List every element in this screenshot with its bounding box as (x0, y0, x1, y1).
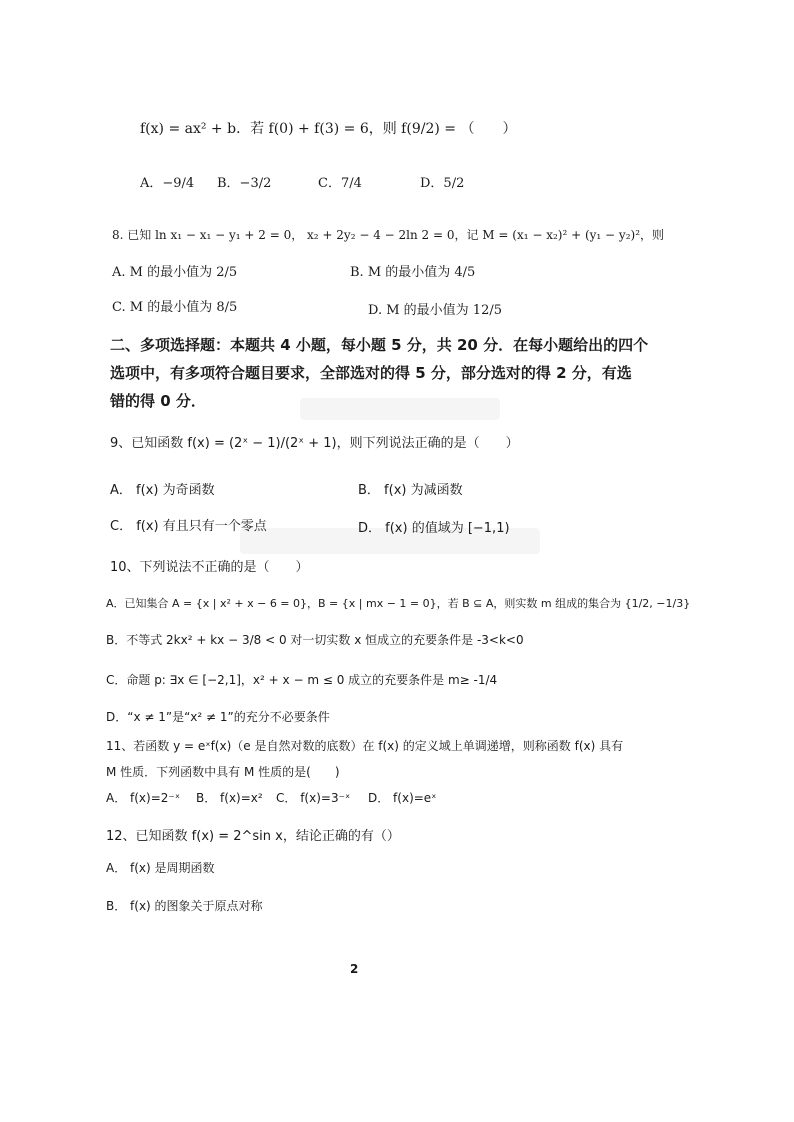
q10-stem: 10、下列说法不正确的是（ ） (110, 560, 309, 575)
q8-option-a: A. M 的最小值为 2/5 (112, 265, 238, 280)
section2-line2: 选项中，有多项符合题目要求，全部选对的得 5 分，部分选对的得 2 分，有选 (110, 364, 632, 382)
q10-option-a: A．已知集合 A = {x | x² + x − 6 = 0}，B = {x | mx − 1 = 0}，若 B ⊆ A，则实数 m 组成的集合为 {1/2, −1/3} (106, 597, 691, 610)
q8-stem: 8. 已知 ln x₁ − x₁ − y₁ + 2 = 0， x₂ + 2y₂ − 4 − 2ln 2 = 0，记 M = (x₁ − x₂)² + (y₁ − y₂)²，则 (112, 228, 665, 242)
q9-option-c: C． f(x) 有且只有一个零点 (110, 519, 267, 534)
q12-stem: 12、已知函数 f(x) = 2^sin x，结论正确的有（） (106, 829, 400, 844)
q11-line2: M 性质．下列函数中具有 M 性质的是( ) (106, 765, 340, 779)
q11-option-d: D． f(x)=eˣ (368, 791, 437, 805)
q11-option-a: A． f(x)=2⁻ˣ (106, 791, 181, 805)
q10-option-b: B．不等式 2kx² + kx − 3/8 < 0 对一切实数 x 恒成立的充要条件是 -3<k<0 (106, 633, 524, 647)
q9-option-b: B． f(x) 为减函数 (358, 483, 463, 498)
q11-option-b: B． f(x)=x² (196, 791, 263, 805)
scan-smudge (300, 398, 500, 420)
q7-stem: f(x) = ax² + b．若 f(0) + f(3) = 6，则 f(9/2) = （ ） (140, 121, 517, 137)
q8-option-c: C. M 的最小值为 8/5 (112, 300, 238, 315)
q8-option-d: D. M 的最小值为 12/5 (368, 303, 502, 318)
q8-option-b: B. M 的最小值为 4/5 (350, 265, 476, 280)
q12-option-b: B． f(x) 的图象关于原点对称 (106, 899, 263, 913)
q7-option-a: A．−9/4 (140, 176, 195, 191)
q12-option-a: A． f(x) 是周期函数 (106, 861, 215, 875)
q9-stem: 9、已知函数 f(x) = (2ˣ − 1)/(2ˣ + 1)，则下列说法正确的是（ ） (110, 436, 519, 451)
q9-option-a: A． f(x) 为奇函数 (110, 483, 215, 498)
q7-option-d: D．5/2 (420, 176, 465, 191)
q10-option-c: C．命题 p: ∃x ∈ [−2,1]，x² + x − m ≤ 0 成立的充要条件是 m≥ -1/4 (106, 673, 498, 687)
q7-option-c: C．7/4 (318, 176, 362, 191)
q9-option-d: D． f(x) 的值域为 [−1,1) (358, 521, 510, 536)
q11-option-c: C． f(x)=3⁻ˣ (276, 791, 351, 805)
q7-option-b: B．−3/2 (217, 176, 272, 191)
section2-line1: 二、多项选择题：本题共 4 小题，每小题 5 分，共 20 分．在每小题给出的四个 (110, 336, 649, 354)
q11-line1: 11、若函数 y = eˣf(x)（e 是自然对数的底数）在 f(x) 的定义域上单调递增，则称函数 f(x) 具有 (106, 739, 624, 753)
q10-option-d: D．“x ≠ 1”是“x² ≠ 1”的充分不必要条件 (106, 710, 330, 724)
section2-line3: 错的得 0 分． (110, 392, 206, 410)
page-number: 2 (350, 962, 359, 976)
